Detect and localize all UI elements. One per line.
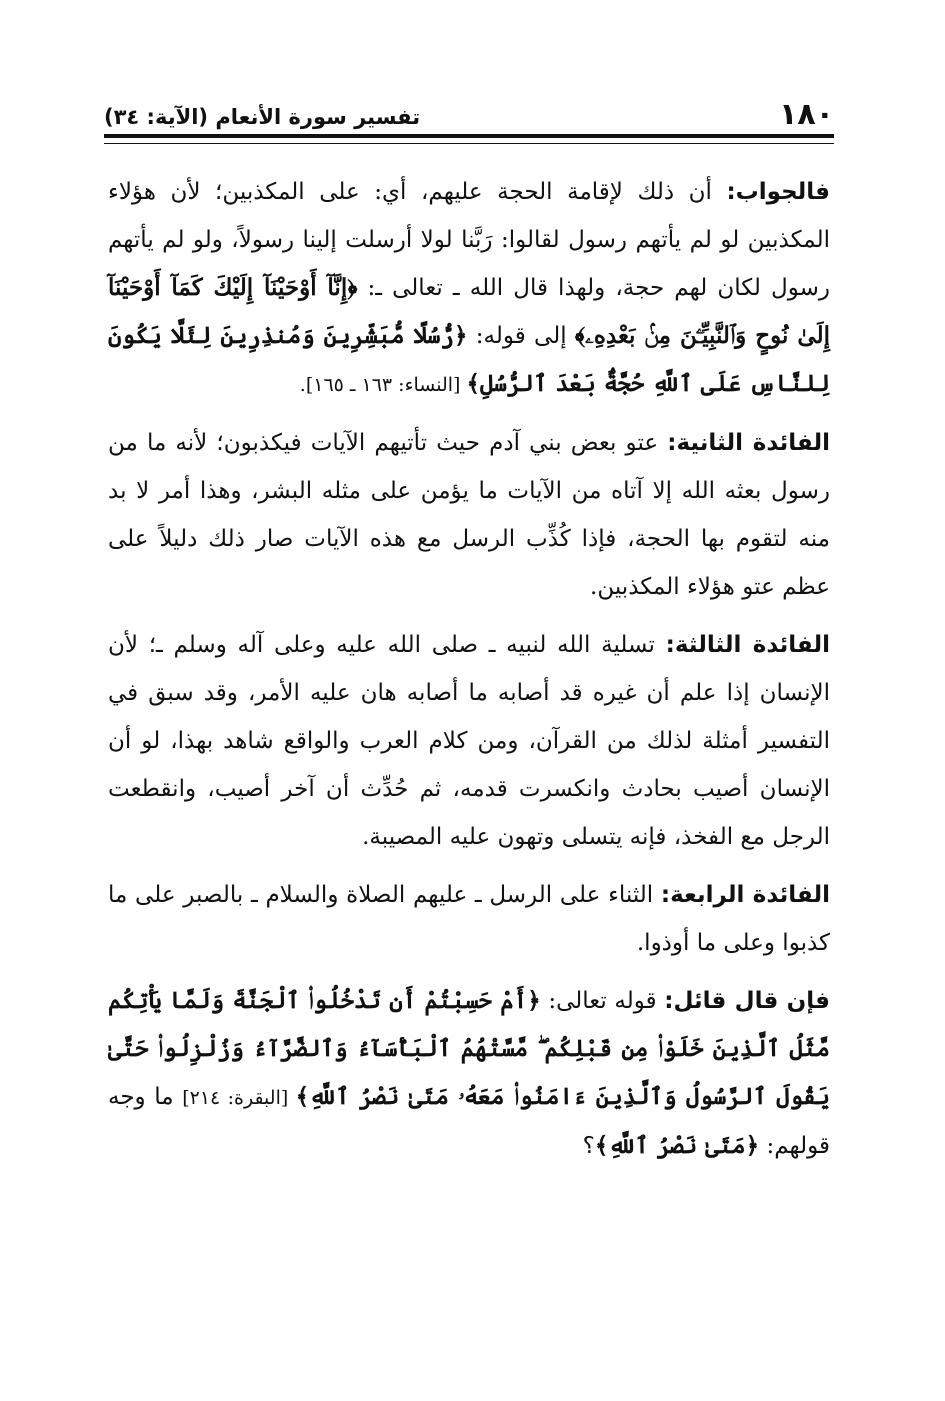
paragraph-text: قوله تعالى: <box>540 988 665 1014</box>
paragraph-text: الثناء على الرسل ـ عليهم الصلاة والسلام ـ بالصبر على ما كذبوا وعلى ما أوذوا. <box>108 882 830 956</box>
paragraph-lead: الفائدة الثالثة: <box>665 632 830 658</box>
header-rule-thick <box>104 134 834 138</box>
paragraph-lead: فإن قال قائل: <box>664 988 830 1014</box>
paragraph-text: أن ذلك لإقامة الحجة عليهم، أي: على المكذبين؛ لأن هؤلاء المكذبين لو لم يأتهم رسول لقالوا: رَبَّنا لولا أرسلت إلينا رسولاً، ولو لم يأتهم رسول لكان لهم حجة، ولهذا قال الله ـ تعالى ـ: <box>108 179 831 301</box>
paragraph-lead: فالجواب: <box>726 179 830 205</box>
paragraph-text: إلى قوله: <box>467 323 575 349</box>
paragraph <box>108 977 830 1170</box>
paragraph <box>108 621 830 861</box>
paragraph <box>108 871 830 967</box>
quran-verse: ﴿أَمْ حَسِبْتُمْ أَن تَدْخُلُوا۟ ٱلْجَنَّةَ وَلَمَّا يَأْتِكُم مَّثَلُ ٱلَّذِينَ خَلَوْا۟ مِن قَبْلِكُم ۖ مَّسَّتْهُمُ ٱلْبَأْسَآءُ وَٱلضَّرَّآءُ وَزُلْزِلُوا۟ حَتَّىٰ يَقُولَ ٱلرَّسُولُ وَٱلَّذِينَ ءَامَنُوا۟ مَعَهُۥ مَتَىٰ نَصْرُ ٱللَّهِ﴾ <box>108 987 831 1110</box>
quran-verse: ﴿رُّسُلًا مُّبَشِّرِينَ وَمُنذِرِينَ لِئَلَّا يَكُونَ لِلنَّاسِ عَلَى ٱللَّهِ حُجَّةٌۢ بَعْدَ ٱلرُّسُلِ﴾ <box>108 322 830 397</box>
paragraph-text: ؟ <box>582 1133 595 1159</box>
paragraph-text: ما وجه قولهم: <box>108 1084 830 1159</box>
paragraph-lead: الفائدة الثانية: <box>667 430 831 456</box>
running-title: تفسير سورة الأنعام (الآية: ٣٤) <box>104 105 421 129</box>
quran-verse: ﴿مَتَىٰ نَصْرُ ٱللَّهِ﴾ <box>594 1132 760 1159</box>
header-rule-thin <box>104 143 834 144</box>
verse-reference: [النساء: ١٦٣ ـ ١٦٥]. <box>299 374 467 396</box>
paragraph <box>108 419 830 611</box>
page-body <box>108 168 830 1180</box>
paragraph-text: تسلية الله لنبيه ـ صلى الله عليه وعلى آله وسلم ـ؛ لأن الإنسان إذا علم أن غيره قد أصابه ما أصابه هان عليه الأمر، وقد سبق في التفسير أمثلة لذلك من القرآن، ومن كلام العرب والواقع شاهد بهذا، لو أن الإنسان أصيب بحادث وانكسرت قدمه، ثم حُدِّث أن آخر أصيب، وانقطعت الرجل مع الفخذ، فإنه يتسلى وتهون عليه المصيبة. <box>108 632 831 850</box>
paragraph-lead: الفائدة الرابعة: <box>660 882 830 908</box>
verse-reference: [البقرة: ٢١٤] <box>182 1087 296 1109</box>
quran-verse: ﴿إِنَّآ أَوْحَيْنَآ إِلَيْكَ كَمَآ أَوْحَيْنَآ إِلَىٰ نُوحٍ وَٱلنَّبِيِّـۧنَ مِنۢ بَعْدِهِۦ﴾ <box>108 274 830 349</box>
paragraph <box>108 168 830 409</box>
page-number: ١٨٠ <box>779 97 834 132</box>
page-header <box>104 86 834 130</box>
paragraph-text: عتو بعض بني آدم حيث تأتيهم الآيات فيكذبون؛ لأنه ما من رسول بعثه الله إلا آتاه من الآيات ما يؤمن على مثله البشر، وهذا أمر لا بد منه لتقوم بها الحجة، فإذا كُذِّب الرسل مع هذه الآيات صار ذلك دليلاً على عظم عتو هؤلاء المكذبين. <box>108 430 830 600</box>
